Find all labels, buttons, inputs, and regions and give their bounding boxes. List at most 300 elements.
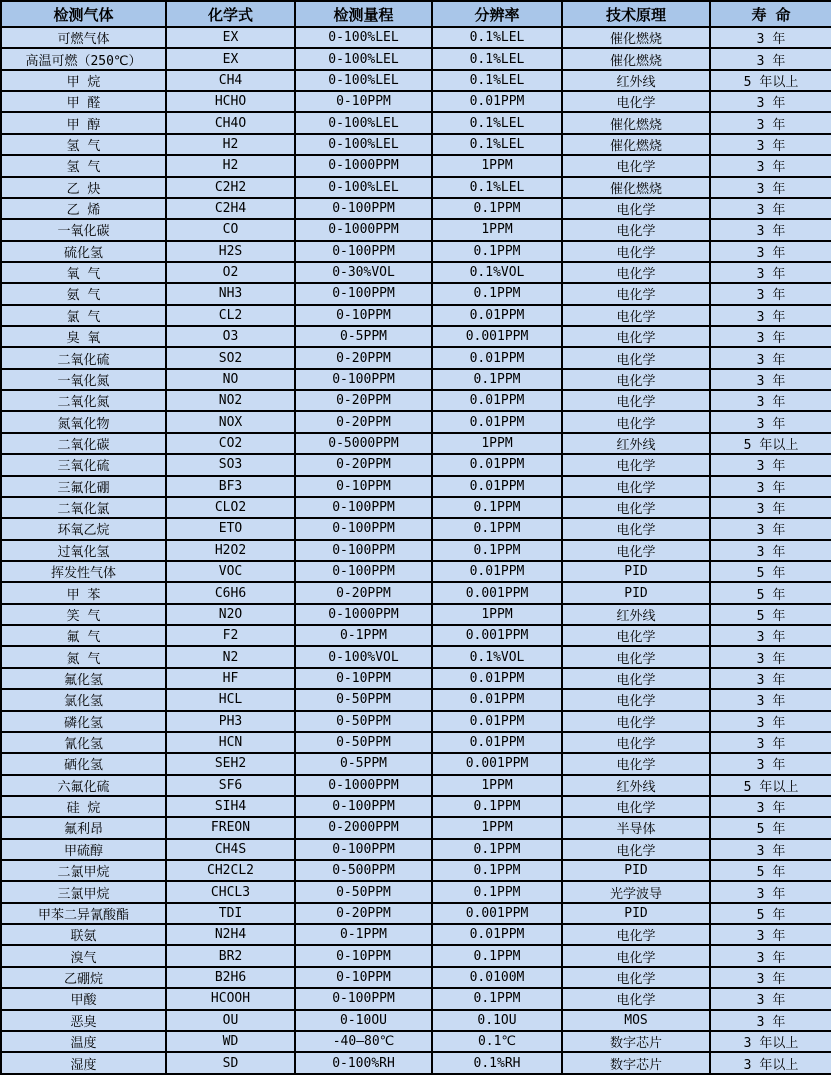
table-row — [1, 219, 831, 240]
cell-formula: SF6 — [166, 775, 295, 796]
cell-principle: 电化学 — [562, 454, 710, 475]
cell-resolution: 0.01PPM — [432, 689, 562, 710]
cell-principle: 红外线 — [562, 433, 710, 454]
cell-resolution: 0.1PPM — [432, 881, 562, 902]
cell-range: 0-100%LEL — [295, 134, 432, 155]
cell-gas: 高温可燃（250℃） — [1, 48, 166, 69]
cell-lifespan: 3 年 — [710, 646, 831, 667]
table-row — [1, 177, 831, 198]
cell-principle: 催化燃烧 — [562, 134, 710, 155]
cell-principle: 电化学 — [562, 945, 710, 966]
cell-gas: 乙 炔 — [1, 177, 166, 198]
cell-gas: 甲酸 — [1, 988, 166, 1009]
cell-gas: 氟利昂 — [1, 817, 166, 838]
cell-formula: SO3 — [166, 454, 295, 475]
cell-gas: 联氨 — [1, 924, 166, 945]
cell-principle: 电化学 — [562, 91, 710, 112]
cell-principle: 数字芯片 — [562, 1052, 710, 1074]
cell-principle: 电化学 — [562, 155, 710, 176]
cell-gas: 氯化氢 — [1, 689, 166, 710]
cell-principle: 催化燃烧 — [562, 27, 710, 48]
cell-gas: 硒化氢 — [1, 753, 166, 774]
cell-principle: MOS — [562, 1010, 710, 1031]
cell-lifespan: 3 年 — [710, 732, 831, 753]
cell-lifespan: 3 年 — [710, 881, 831, 902]
table-row — [1, 48, 831, 69]
cell-lifespan: 3 年 — [710, 241, 831, 262]
table-row — [1, 155, 831, 176]
header-range: 检测量程 — [295, 1, 432, 27]
cell-gas: 二氧化硫 — [1, 347, 166, 368]
cell-formula: VOC — [166, 561, 295, 582]
cell-formula: BR2 — [166, 945, 295, 966]
table-row — [1, 625, 831, 646]
cell-principle: 电化学 — [562, 326, 710, 347]
cell-range: 0-2000PPM — [295, 817, 432, 838]
cell-gas: 湿度 — [1, 1052, 166, 1074]
cell-range: 0-1000PPM — [295, 775, 432, 796]
cell-formula: H2 — [166, 134, 295, 155]
cell-range: 0-20PPM — [295, 347, 432, 368]
cell-resolution: 0.01PPM — [432, 732, 562, 753]
cell-resolution: 0.1PPM — [432, 497, 562, 518]
cell-range: 0-1000PPM — [295, 155, 432, 176]
cell-lifespan: 5 年 — [710, 817, 831, 838]
cell-gas: 甲 醇 — [1, 112, 166, 133]
cell-resolution: 0.01PPM — [432, 561, 562, 582]
cell-principle: 电化学 — [562, 518, 710, 539]
cell-resolution: 0.01PPM — [432, 390, 562, 411]
table-row — [1, 540, 831, 561]
cell-formula: SO2 — [166, 347, 295, 368]
cell-gas: 二氧化氯 — [1, 497, 166, 518]
cell-formula: CL2 — [166, 305, 295, 326]
cell-gas: 过氧化氢 — [1, 540, 166, 561]
cell-formula: PH3 — [166, 711, 295, 732]
cell-range: 0-10OU — [295, 1010, 432, 1031]
cell-principle: 电化学 — [562, 753, 710, 774]
cell-gas: 甲 醛 — [1, 91, 166, 112]
cell-range: 0-10PPM — [295, 476, 432, 497]
cell-resolution: 0.1PPM — [432, 540, 562, 561]
cell-principle: 数字芯片 — [562, 1031, 710, 1052]
cell-principle: 电化学 — [562, 411, 710, 432]
cell-gas: 三氟化硼 — [1, 476, 166, 497]
cell-lifespan: 3 年 — [710, 668, 831, 689]
cell-principle: PID — [562, 860, 710, 881]
cell-lifespan: 3 年 — [710, 967, 831, 988]
table-row — [1, 668, 831, 689]
table-row — [1, 347, 831, 368]
cell-lifespan: 3 年 — [710, 924, 831, 945]
table-row — [1, 967, 831, 988]
table-row — [1, 91, 831, 112]
cell-resolution: 0.1%LEL — [432, 27, 562, 48]
cell-resolution: 0.001PPM — [432, 903, 562, 924]
cell-resolution: 1PPM — [432, 155, 562, 176]
cell-gas: 二氧化氮 — [1, 390, 166, 411]
cell-resolution: 0.01PPM — [432, 924, 562, 945]
cell-principle: 电化学 — [562, 369, 710, 390]
header-lifespan: 寿 命 — [710, 1, 831, 27]
cell-formula: HCN — [166, 732, 295, 753]
cell-gas: 一氧化氮 — [1, 369, 166, 390]
table-row — [1, 518, 831, 539]
cell-range: 0-100PPM — [295, 198, 432, 219]
cell-formula: NO — [166, 369, 295, 390]
cell-gas: 氢 气 — [1, 155, 166, 176]
cell-lifespan: 5 年以上 — [710, 70, 831, 91]
cell-formula: CHCL3 — [166, 881, 295, 902]
cell-resolution: 0.1PPM — [432, 283, 562, 304]
cell-lifespan: 3 年 — [710, 625, 831, 646]
cell-gas: 甲硫醇 — [1, 839, 166, 860]
cell-principle: 半导体 — [562, 817, 710, 838]
cell-lifespan: 3 年 — [710, 283, 831, 304]
table-row — [1, 262, 831, 283]
cell-range: 0-1PPM — [295, 924, 432, 945]
cell-principle: 电化学 — [562, 967, 710, 988]
table-row — [1, 134, 831, 155]
cell-gas: 氨 气 — [1, 283, 166, 304]
table-row — [1, 1010, 831, 1031]
cell-gas: 硅 烷 — [1, 796, 166, 817]
cell-lifespan: 3 年 — [710, 476, 831, 497]
cell-resolution: 0.01PPM — [432, 411, 562, 432]
cell-principle: 催化燃烧 — [562, 177, 710, 198]
table-row — [1, 881, 831, 902]
cell-formula: BF3 — [166, 476, 295, 497]
cell-range: 0-100%LEL — [295, 177, 432, 198]
table-row — [1, 454, 831, 475]
cell-principle: 电化学 — [562, 390, 710, 411]
table-row — [1, 326, 831, 347]
cell-resolution: 0.1%LEL — [432, 177, 562, 198]
header-formula: 化学式 — [166, 1, 295, 27]
cell-resolution: 1PPM — [432, 775, 562, 796]
cell-principle: 电化学 — [562, 711, 710, 732]
table-row — [1, 27, 831, 48]
cell-lifespan: 5 年以上 — [710, 433, 831, 454]
cell-range: 0-100PPM — [295, 241, 432, 262]
cell-gas: 二氧化碳 — [1, 433, 166, 454]
cell-principle: 电化学 — [562, 347, 710, 368]
table-row — [1, 1031, 831, 1052]
cell-lifespan: 3 年 — [710, 326, 831, 347]
cell-range: 0-100PPM — [295, 283, 432, 304]
cell-resolution: 0.1PPM — [432, 945, 562, 966]
cell-range: 0-10PPM — [295, 967, 432, 988]
cell-formula: HCHO — [166, 91, 295, 112]
cell-range: 0-1000PPM — [295, 219, 432, 240]
cell-formula: C2H4 — [166, 198, 295, 219]
cell-range: 0-30%VOL — [295, 262, 432, 283]
cell-formula: C6H6 — [166, 582, 295, 603]
cell-resolution: 0.1PPM — [432, 518, 562, 539]
cell-formula: CH4 — [166, 70, 295, 91]
cell-formula: HCOOH — [166, 988, 295, 1009]
cell-range: 0-10PPM — [295, 305, 432, 326]
cell-principle: 电化学 — [562, 689, 710, 710]
header-principle: 技术原理 — [562, 1, 710, 27]
cell-resolution: 0.1PPM — [432, 860, 562, 881]
cell-resolution: 0.1%RH — [432, 1052, 562, 1074]
cell-principle: 催化燃烧 — [562, 112, 710, 133]
cell-resolution: 0.1PPM — [432, 198, 562, 219]
cell-lifespan: 3 年 — [710, 262, 831, 283]
cell-principle: 红外线 — [562, 775, 710, 796]
cell-gas: 三氧化硫 — [1, 454, 166, 475]
table-row — [1, 476, 831, 497]
table-row — [1, 411, 831, 432]
cell-range: 0-100PPM — [295, 497, 432, 518]
cell-range: 0-100PPM — [295, 988, 432, 1009]
cell-formula: ETO — [166, 518, 295, 539]
table-header — [1, 1, 831, 27]
cell-formula: O3 — [166, 326, 295, 347]
table-row — [1, 283, 831, 304]
cell-gas: 臭 氧 — [1, 326, 166, 347]
table-row — [1, 369, 831, 390]
cell-gas: 氟 气 — [1, 625, 166, 646]
cell-principle: 电化学 — [562, 283, 710, 304]
cell-formula: N2 — [166, 646, 295, 667]
table-row — [1, 775, 831, 796]
cell-gas: 氧 气 — [1, 262, 166, 283]
cell-principle: 催化燃烧 — [562, 48, 710, 69]
table-row — [1, 70, 831, 91]
cell-lifespan: 3 年 — [710, 369, 831, 390]
cell-gas: 一氧化碳 — [1, 219, 166, 240]
table-row — [1, 112, 831, 133]
cell-gas: 氮氧化物 — [1, 411, 166, 432]
cell-gas: 乙 烯 — [1, 198, 166, 219]
cell-principle: 电化学 — [562, 839, 710, 860]
cell-principle: 电化学 — [562, 924, 710, 945]
cell-formula: H2 — [166, 155, 295, 176]
cell-gas: 恶臭 — [1, 1010, 166, 1031]
cell-lifespan: 3 年 — [710, 689, 831, 710]
cell-formula: SIH4 — [166, 796, 295, 817]
table-row — [1, 711, 831, 732]
cell-principle: 电化学 — [562, 497, 710, 518]
table-row — [1, 817, 831, 838]
cell-range: 0-100%LEL — [295, 112, 432, 133]
cell-range: 0-100PPM — [295, 369, 432, 390]
cell-resolution: 1PPM — [432, 219, 562, 240]
cell-lifespan: 3 年 — [710, 711, 831, 732]
cell-formula: SEH2 — [166, 753, 295, 774]
cell-gas: 环氧乙烷 — [1, 518, 166, 539]
cell-principle: 电化学 — [562, 262, 710, 283]
cell-principle: PID — [562, 561, 710, 582]
cell-gas: 可燃气体 — [1, 27, 166, 48]
cell-resolution: 0.01PPM — [432, 347, 562, 368]
table-row — [1, 1052, 831, 1074]
cell-principle: 电化学 — [562, 305, 710, 326]
cell-lifespan: 3 年以上 — [710, 1052, 831, 1074]
cell-range: 0-50PPM — [295, 711, 432, 732]
cell-resolution: 0.1PPM — [432, 988, 562, 1009]
cell-formula: NOX — [166, 411, 295, 432]
cell-lifespan: 3 年 — [710, 91, 831, 112]
cell-range: 0-5PPM — [295, 326, 432, 347]
table-row — [1, 198, 831, 219]
table-row — [1, 796, 831, 817]
cell-gas: 氰化氢 — [1, 732, 166, 753]
cell-resolution: 0.1%LEL — [432, 134, 562, 155]
cell-principle: 电化学 — [562, 198, 710, 219]
cell-range: 0-500PPM — [295, 860, 432, 881]
cell-lifespan: 3 年 — [710, 839, 831, 860]
cell-range: 0-100PPM — [295, 839, 432, 860]
cell-resolution: 0.1PPM — [432, 369, 562, 390]
cell-resolution: 0.1PPM — [432, 839, 562, 860]
cell-formula: FREON — [166, 817, 295, 838]
cell-range: 0-10PPM — [295, 945, 432, 966]
cell-resolution: 0.001PPM — [432, 582, 562, 603]
cell-formula: CLO2 — [166, 497, 295, 518]
cell-range: -40—80℃ — [295, 1031, 432, 1052]
cell-range: 0-20PPM — [295, 454, 432, 475]
cell-principle: PID — [562, 582, 710, 603]
cell-range: 0-1000PPM — [295, 604, 432, 625]
cell-lifespan: 3 年 — [710, 347, 831, 368]
cell-resolution: 0.1PPM — [432, 796, 562, 817]
cell-lifespan: 3 年 — [710, 540, 831, 561]
cell-formula: CH4S — [166, 839, 295, 860]
cell-formula: CO — [166, 219, 295, 240]
cell-range: 0-100%LEL — [295, 70, 432, 91]
cell-principle: 电化学 — [562, 796, 710, 817]
cell-resolution: 1PPM — [432, 604, 562, 625]
cell-gas: 磷化氢 — [1, 711, 166, 732]
cell-resolution: 0.001PPM — [432, 753, 562, 774]
cell-formula: OU — [166, 1010, 295, 1031]
cell-resolution: 0.1%VOL — [432, 646, 562, 667]
cell-formula: C2H2 — [166, 177, 295, 198]
cell-resolution: 1PPM — [432, 817, 562, 838]
cell-lifespan: 3 年 — [710, 988, 831, 1009]
cell-formula: B2H6 — [166, 967, 295, 988]
table-row — [1, 390, 831, 411]
cell-lifespan: 3 年以上 — [710, 1031, 831, 1052]
cell-principle: 电化学 — [562, 219, 710, 240]
cell-resolution: 0.1PPM — [432, 241, 562, 262]
cell-principle: PID — [562, 903, 710, 924]
table-row — [1, 903, 831, 924]
cell-lifespan: 3 年 — [710, 390, 831, 411]
cell-resolution: 0.01PPM — [432, 91, 562, 112]
cell-formula: WD — [166, 1031, 295, 1052]
cell-lifespan: 5 年 — [710, 860, 831, 881]
table-row — [1, 988, 831, 1009]
cell-resolution: 0.001PPM — [432, 326, 562, 347]
table-row — [1, 860, 831, 881]
cell-range: 0-20PPM — [295, 411, 432, 432]
cell-formula: SD — [166, 1052, 295, 1074]
cell-resolution: 1PPM — [432, 433, 562, 454]
cell-lifespan: 5 年 — [710, 582, 831, 603]
cell-lifespan: 3 年 — [710, 454, 831, 475]
cell-lifespan: 3 年 — [710, 753, 831, 774]
cell-resolution: 0.1%LEL — [432, 112, 562, 133]
cell-lifespan: 5 年 — [710, 561, 831, 582]
cell-formula: EX — [166, 48, 295, 69]
cell-gas: 笑 气 — [1, 604, 166, 625]
cell-lifespan: 3 年 — [710, 411, 831, 432]
cell-range: 0-50PPM — [295, 689, 432, 710]
table-row — [1, 924, 831, 945]
cell-resolution: 0.01PPM — [432, 454, 562, 475]
cell-gas: 二氯甲烷 — [1, 860, 166, 881]
cell-formula: EX — [166, 27, 295, 48]
cell-lifespan: 3 年 — [710, 219, 831, 240]
table-row — [1, 732, 831, 753]
cell-range: 0-50PPM — [295, 732, 432, 753]
cell-principle: 电化学 — [562, 476, 710, 497]
cell-resolution: 0.0100M — [432, 967, 562, 988]
cell-formula: NO2 — [166, 390, 295, 411]
cell-resolution: 0.1%LEL — [432, 48, 562, 69]
cell-range: 0-100%LEL — [295, 48, 432, 69]
cell-lifespan: 5 年 — [710, 903, 831, 924]
cell-lifespan: 3 年 — [710, 305, 831, 326]
cell-gas: 氯 气 — [1, 305, 166, 326]
cell-range: 0-10PPM — [295, 91, 432, 112]
table-row — [1, 582, 831, 603]
cell-principle: 电化学 — [562, 241, 710, 262]
table-row — [1, 689, 831, 710]
cell-lifespan: 3 年 — [710, 518, 831, 539]
cell-formula: O2 — [166, 262, 295, 283]
cell-lifespan: 3 年 — [710, 198, 831, 219]
cell-formula: F2 — [166, 625, 295, 646]
cell-resolution: 0.01PPM — [432, 476, 562, 497]
table-row — [1, 839, 831, 860]
cell-resolution: 0.001PPM — [432, 625, 562, 646]
cell-formula: H2O2 — [166, 540, 295, 561]
cell-lifespan: 3 年 — [710, 177, 831, 198]
table-row — [1, 753, 831, 774]
table-row — [1, 945, 831, 966]
cell-range: 0-20PPM — [295, 390, 432, 411]
cell-gas: 挥发性气体 — [1, 561, 166, 582]
cell-principle: 红外线 — [562, 604, 710, 625]
cell-lifespan: 3 年 — [710, 112, 831, 133]
cell-gas: 氮 气 — [1, 646, 166, 667]
header-row — [1, 1, 831, 27]
table-row — [1, 497, 831, 518]
cell-range: 0-20PPM — [295, 903, 432, 924]
cell-resolution: 0.01PPM — [432, 711, 562, 732]
cell-formula: N2H4 — [166, 924, 295, 945]
cell-lifespan: 5 年以上 — [710, 775, 831, 796]
cell-principle: 电化学 — [562, 988, 710, 1009]
cell-resolution: 0.1OU — [432, 1010, 562, 1031]
cell-resolution: 0.01PPM — [432, 305, 562, 326]
cell-gas: 甲 烷 — [1, 70, 166, 91]
table-row — [1, 433, 831, 454]
cell-range: 0-10PPM — [295, 668, 432, 689]
cell-range: 0-5PPM — [295, 753, 432, 774]
cell-gas: 六氟化硫 — [1, 775, 166, 796]
cell-principle: 红外线 — [562, 70, 710, 91]
cell-range: 0-1PPM — [295, 625, 432, 646]
cell-lifespan: 3 年 — [710, 945, 831, 966]
cell-lifespan: 3 年 — [710, 497, 831, 518]
cell-principle: 电化学 — [562, 646, 710, 667]
